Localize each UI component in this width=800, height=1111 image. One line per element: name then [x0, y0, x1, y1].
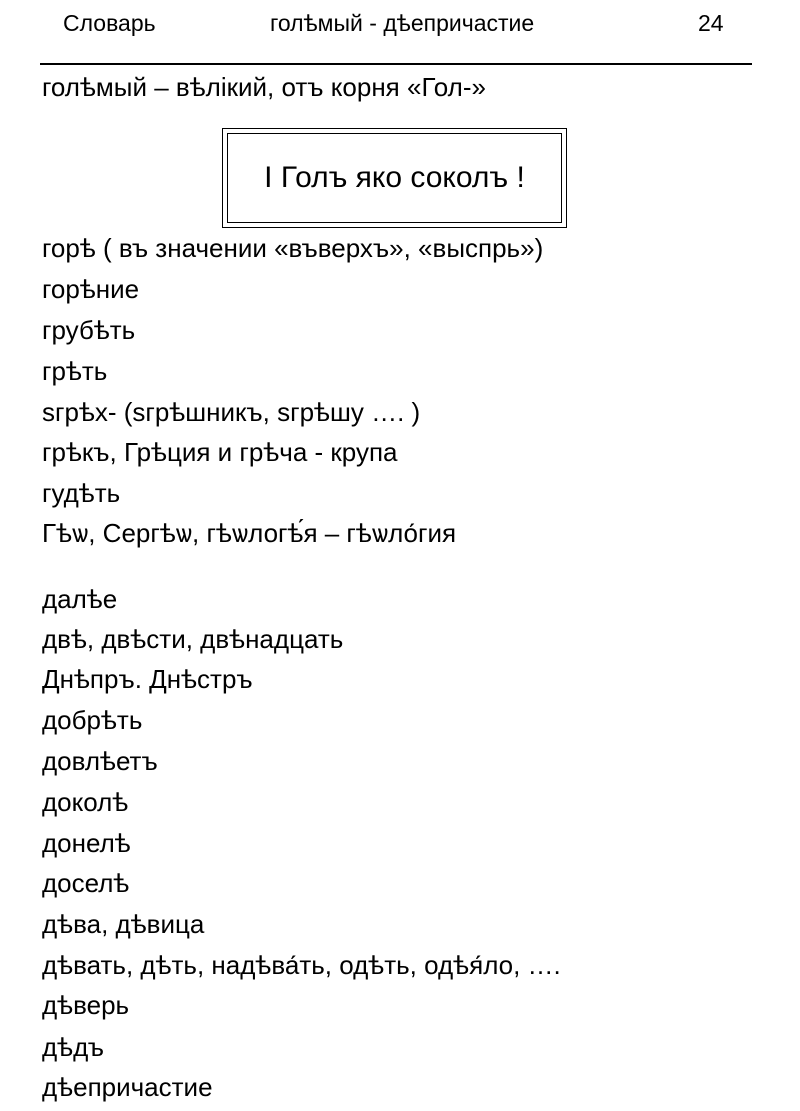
- dictionary-entry: Гѣѡ, Сергѣѡ, гѣѡлогѣ́я – гѣѡло́гия: [42, 518, 457, 548]
- dictionary-entry: доселѣ: [42, 868, 130, 898]
- dictionary-entry: донелѣ: [42, 828, 131, 858]
- dictionary-entry: грубѣть: [42, 315, 136, 345]
- header-rule: [40, 63, 752, 65]
- running-header-range: голѣмый - дѣепричастие: [270, 10, 535, 36]
- dictionary-entry: дѣвать, дѣть, надѣва́ть, одѣть, одѣя́ло, ….: [42, 950, 561, 980]
- dictionary-entry: ѕгрѣх- (ѕгрѣшникъ, ѕгрѣшу …. ): [42, 397, 421, 427]
- dictionary-entry: горѣ ( въ значении «въверхъ», «выспрь»): [42, 233, 544, 263]
- dictionary-entry: дѣверь: [42, 990, 130, 1020]
- dictionary-entry: горѣние: [42, 274, 140, 304]
- dictionary-entry: дѣва, дѣвица: [42, 909, 205, 939]
- dictionary-entry: доколѣ: [42, 787, 129, 817]
- dictionary-entry: добрѣть: [42, 705, 143, 735]
- dictionary-entry: Днѣпръ. Днѣстръ: [42, 664, 253, 694]
- dictionary-entry: грѣкъ, Грѣция и грѣча - крупа: [42, 437, 398, 467]
- boxed-phrase: І Голъ яко соколъ !: [227, 133, 562, 223]
- intro-entry: голѣмый – вѣлiкий, отъ корня «Гол-»: [42, 72, 486, 102]
- dictionary-entry: грѣть: [42, 356, 108, 386]
- dictionary-entry: дѣдъ: [42, 1032, 104, 1062]
- dictionary-entry: далѣе: [42, 584, 118, 614]
- running-header-title: Словарь: [63, 10, 156, 36]
- dictionary-entry: довлѣетъ: [42, 746, 158, 776]
- boxed-phrase-frame: [222, 128, 567, 228]
- dictionary-entry: дѣепричастие: [42, 1072, 213, 1102]
- dictionary-entry: гудѣть: [42, 478, 121, 508]
- dictionary-entry: двѣ, двѣсти, двѣнадцать: [42, 624, 344, 654]
- page-number: 24: [698, 10, 724, 36]
